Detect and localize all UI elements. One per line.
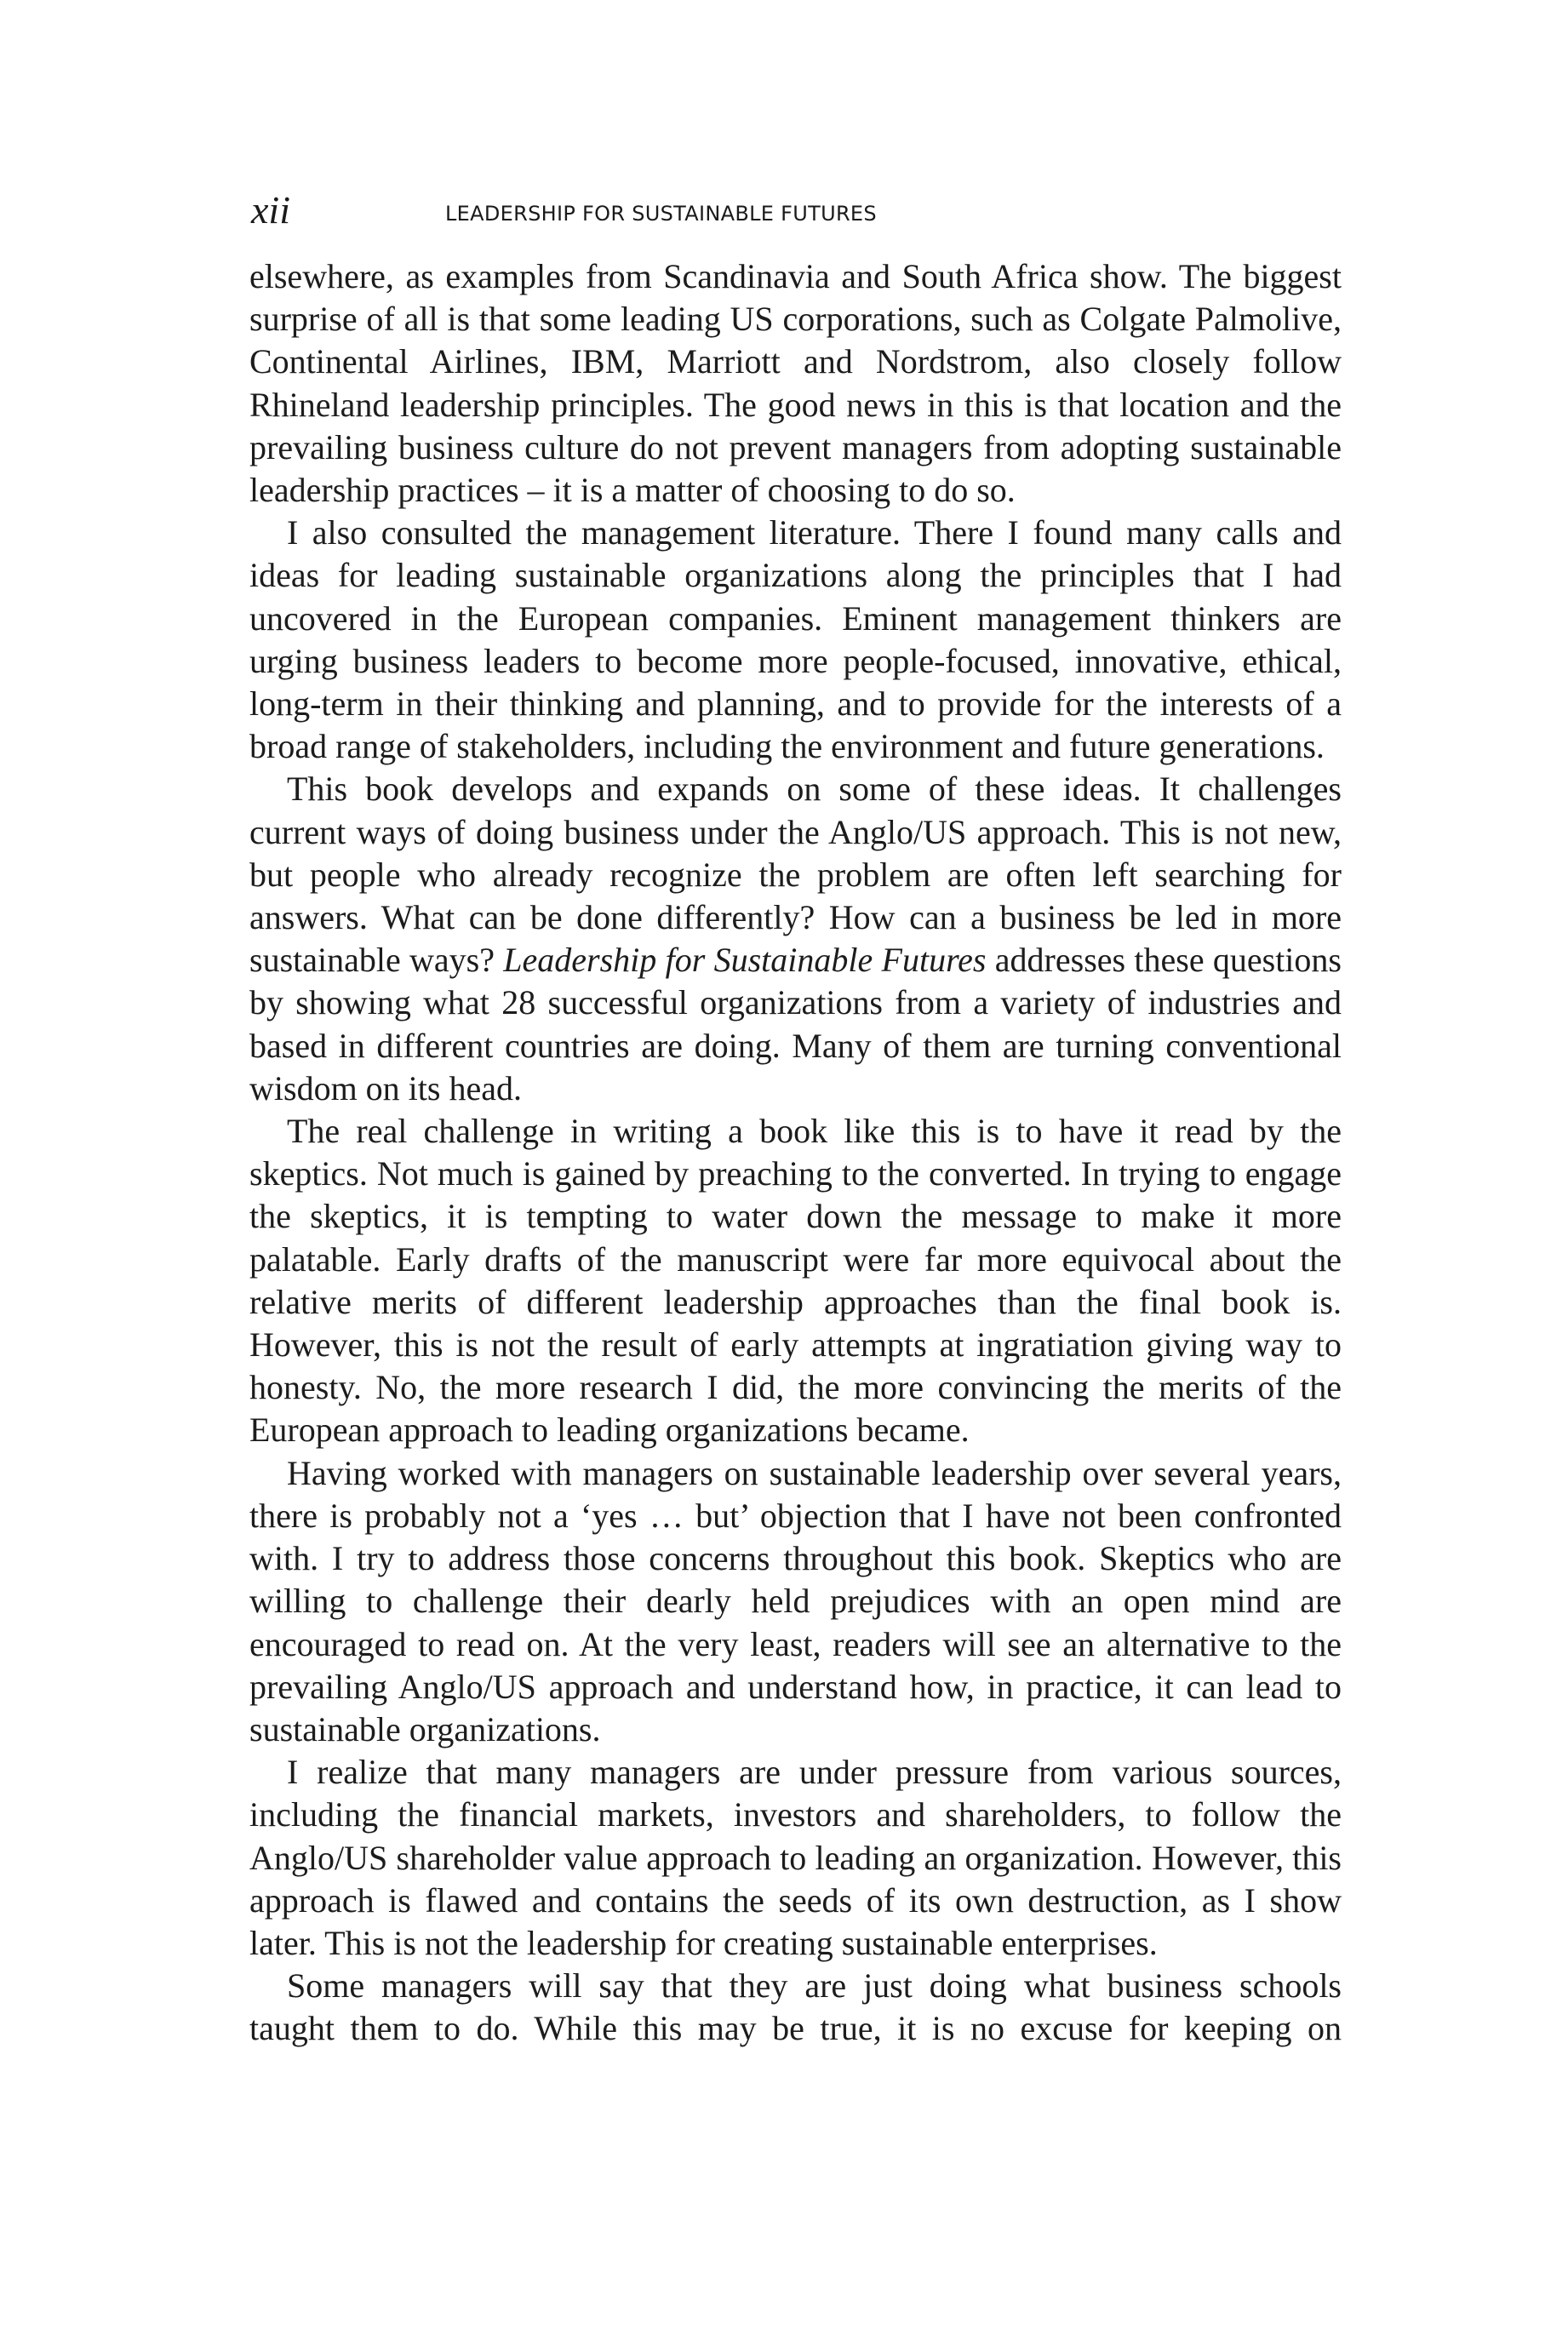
running-head <box>251 189 1358 240</box>
paragraph-text: This book develops and expands on some of these ideas. It challenges current ways of doing business under the Anglo/US approach. This is not new, but people who already recognize the problem are often left searching for answers. What can be done differently? How can a business be led in more sustainable ways? <box>249 770 1342 980</box>
paragraph: Having worked with managers on sustainable leadership over several years, there is probably not a ‘yes … but’ objection that I have not been confronted with. I try to address those concerns throughout this book. Skeptics who are willing to challenge their dearly held prejudices with an open mind are encouraged to read on. At the very least, readers will see an alternative to the prevailing Anglo/US approach and understand how, in practice, it can lead to sustainable organizations. <box>249 1453 1342 1748</box>
paragraph: I realize that many managers are under pressure from various sources, including the financial markets, investors and shareholders, to follow the Anglo/US shareholder value approach to leading an organization. However, this approach is flawed and contains the seeds of its own destruction, as I show later. This is not the leadership for creating sustainable enterprises. <box>249 1753 1342 1962</box>
page-number: xii <box>251 188 290 232</box>
paragraph: I also consulted the management literature. There I found many calls and ideas for leading sustainable organizations along the principles that I had uncovered in the European companies. Eminent management thinkers are urging business leaders to become more people-focused, innovative, ethical, long-term in their thinking and planning, and to provide for the interests of a broad range of stakeholders, including the environment and future generations. <box>249 513 1342 766</box>
paragraph-text: addresses these questions by showing what 28 successful organizations from a variety of industries and based in different countries are doing. Many of them are turning conventional wisdom on its head. <box>249 941 1342 1107</box>
paragraph: The real challenge in writing a book like this is to have it read by the skeptics. Not much is gained by preaching to the converted. In trying to engage the skeptics, it is tempting to water down the message to make it more palatable. Early drafts of the manuscript were far more equivocal about the relative merits of different leadership approaches than the final book is. However, this is not the result of early attempts at ingratiation giving way to honesty. No, the more research I did, the more convincing the merits of the European approach to leading organizations became. <box>249 1112 1342 1450</box>
paragraph-continued: elsewhere, as examples from Scandinavia and South Africa show. The biggest surprise of all is that some leading US corporations, such as Colgate Palmolive, Continental Airlines, IBM, Marriott and Nordstrom, also closely follow Rhineland leadership principles. The good news in this is that location and the prevailing business culture do not prevent managers from adopting sustainable leadership practices – it is a matter of choosing to do so. <box>249 257 1342 510</box>
running-title: LEADERSHIP FOR SUSTAINABLE FUTURES <box>445 202 877 226</box>
paragraph <box>249 768 1342 1110</box>
body-text <box>249 255 1342 2051</box>
book-title-italic: Leadership for Sustainable Futures <box>503 941 987 980</box>
paragraph-truncated: Some managers will say that they are just doing what business schools taught them to do. While this may be true, it is no excuse for keeping on <box>249 1966 1342 2048</box>
